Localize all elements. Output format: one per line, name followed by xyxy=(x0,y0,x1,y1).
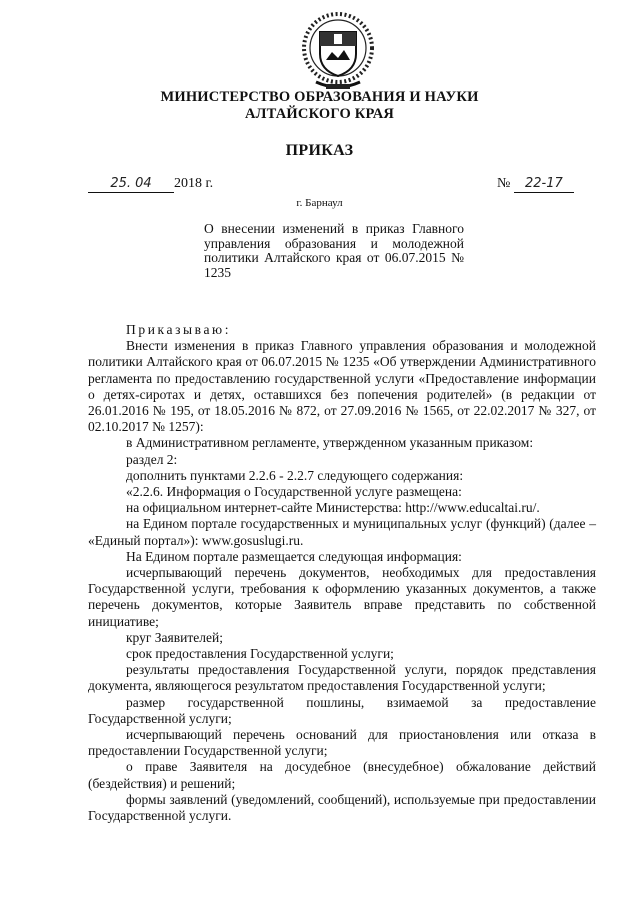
paragraph: в Административном регламенте, утвержденном указанным приказом: xyxy=(126,435,534,451)
city: г. Барнаул xyxy=(296,197,343,209)
paragraph: «2.2.6. Информация о Государственной услуге размещена: xyxy=(126,484,462,500)
paragraph: дополнить пунктами 2.2.6 - 2.2.7 следующего содержания: xyxy=(126,467,464,483)
paragraph: результаты предоставления Государственной услуги, порядок представления документа, являющегося результатом предоставления Государственной услуги; xyxy=(88,662,596,694)
paragraph: на Едином портале государственных и муниципальных услуг (функций) (далее – «Единый портал»): www.gosuslugi.ru. xyxy=(88,516,596,548)
paragraph: формы заявлений (уведомлений, сообщений), используемые при предоставлении Государственной услуги. xyxy=(88,791,596,824)
paragraph: на официальном интернет-сайте Министерства: http://www.educaltai.ru/. xyxy=(126,500,540,516)
document-body xyxy=(88,322,596,824)
paragraph: размер государственной пошлины, взимаемой за предоставление Государственной услуги; xyxy=(88,694,596,726)
document-subject: О внесении изменений в приказ Главного управления образования и молодежной политики Алтайского края от 06.07.2015 № 1235 xyxy=(204,221,464,280)
paragraph: круг Заявителей; xyxy=(126,629,223,645)
number-field xyxy=(497,176,574,193)
date-field xyxy=(88,176,213,193)
order-word: Приказываю: xyxy=(126,322,232,337)
ministry-line-1: МИНИСТЕРСТВО ОБРАЗОВАНИЯ И НАУКИ xyxy=(160,89,479,105)
year-text: 2018 г. xyxy=(174,176,214,191)
paragraph: исчерпывающий перечень документов, необходимых для предоставления Государственной услуги, требования к оформлению указанных документов, а также перечень документов, которые Заявитель вправе представить по собственной инициативе; xyxy=(88,565,596,629)
document-type: ПРИКАЗ xyxy=(285,142,354,159)
paragraph: раздел 2: xyxy=(126,451,178,467)
paragraph: Внести изменения в приказ Главного управления образования и молодежной политики Алтайского края от 06.07.2015 № 1235 «Об утверждении Административного регламента по предоставлению государственной услуги «Предоставление информации о детях-сиротах и детях, оставшихся без попечения родителей» (в редакции от 26.01.2016 № 195, от 18.05.2016 № 872, от 27.09.2016 № 1565, от 22.02.2017 № 327, от 02.10.2017 № 1257): xyxy=(88,338,596,435)
ministry-line-2: АЛТАЙСКОГО КРАЯ xyxy=(244,106,395,122)
handwritten-date: 25. 04 xyxy=(110,176,152,191)
paragraph: На Едином портале размещается следующая информация: xyxy=(126,548,462,564)
ministry-name xyxy=(0,89,639,123)
number-sign: № xyxy=(497,176,511,191)
coat-of-arms-emblem xyxy=(296,8,380,94)
paragraph: исчерпывающий перечень оснований для приостановления или отказа в предоставлении Государственной услуги; xyxy=(88,727,596,759)
paragraph: срок предоставления Государственной услуги; xyxy=(126,646,394,662)
handwritten-number: 22-17 xyxy=(524,176,563,191)
paragraph: о праве Заявителя на досудебное (внесудебное) обжалование действий (бездействия) и решений; xyxy=(88,759,596,791)
